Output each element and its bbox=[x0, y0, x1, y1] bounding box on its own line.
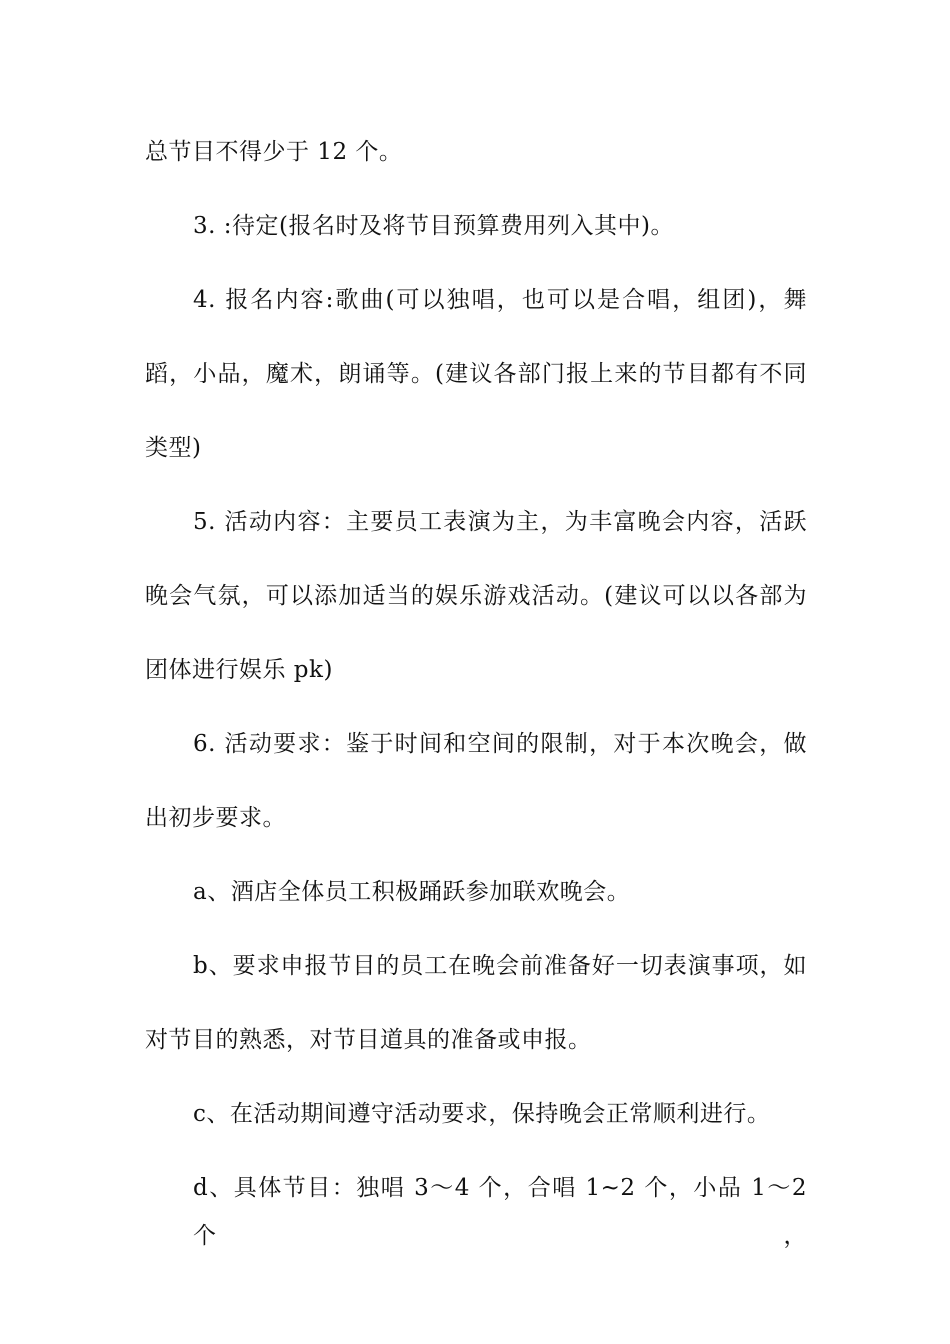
text-line: 晚会气氛，可以添加适当的娱乐游戏活动。(建议可以以各部为 bbox=[145, 583, 807, 609]
text-line: 总节目不得少于 12 个。 bbox=[145, 139, 403, 165]
text-line: 对节目的熟悉，对节目道具的准备或申报。 bbox=[145, 1027, 592, 1053]
text-line: d、具体节目：独唱 3～4 个，合唱 1~2 个，小品 1～2 个， bbox=[193, 1175, 807, 1249]
text-line: 3. :待定(报名时及将节目预算费用列入其中)。 bbox=[193, 213, 674, 239]
text-line: c、在活动期间遵守活动要求，保持晚会正常顺利进行。 bbox=[193, 1101, 771, 1127]
text-line: 团体进行娱乐 pk) bbox=[145, 657, 333, 683]
text-line: 类型) bbox=[145, 435, 202, 461]
text-line: b、要求申报节目的员工在晚会前准备好一切表演事项，如 bbox=[193, 953, 807, 979]
text-line: 出初步要求。 bbox=[145, 805, 286, 831]
document-body bbox=[145, 128, 807, 1249]
text-line: 蹈，小品，魔术，朗诵等。(建议各部门报上来的节目都有不同 bbox=[145, 361, 807, 387]
text-line: 4. 报名内容:歌曲(可以独唱，也可以是合唱，组团)，舞 bbox=[193, 287, 807, 313]
text-line: a、酒店全体员工积极踊跃参加联欢晚会。 bbox=[193, 879, 631, 905]
text-line: 6. 活动要求：鉴于时间和空间的限制，对于本次晚会，做 bbox=[193, 731, 807, 757]
text-line: 5. 活动内容：主要员工表演为主，为丰富晚会内容，活跃 bbox=[193, 509, 807, 535]
